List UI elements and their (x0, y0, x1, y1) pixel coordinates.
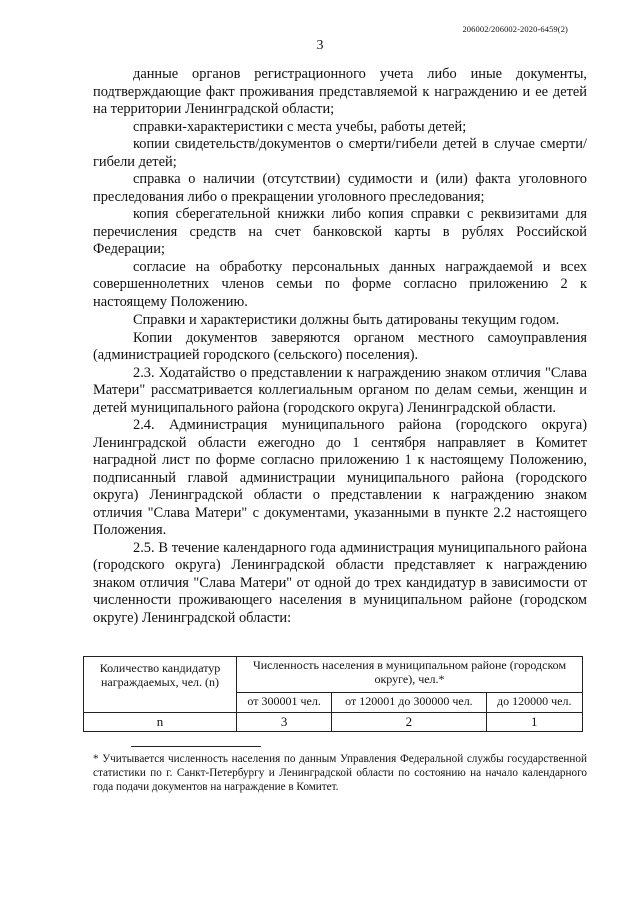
table-header-population: Численность населения в муниципальном районе (городском округе), чел.* (237, 657, 583, 693)
paragraph-2-5: 2.5. В течение календарного года администрация муниципального района (городского округа) Ленинградской области представляет к награждению знаком отличия "Слава Матери" от одной до трех кандидатур в зависимости от численности проживающего населения в муниципальном районе (городском округе) Ленинградской области: (93, 539, 587, 626)
paragraph: копия сберегательной книжки либо копия справки с реквизитами для перечисления средств на счет банковской карты в рублях Российской Федерации; (93, 206, 587, 257)
paragraph-2-4: 2.4. Администрация муниципального района (городского округа) Ленинградской области ежегодно до 1 сентября направляет в Комитет наградной лист по форме согласно приложению 1 к настоящему Положению, подписанный главой администрации муниципального района (городского округа) Ленинградской области о представлении к награждению знаком отличия "Слава Матери" с документами, указанными в пункте 2.2 настоящего Положения. (93, 417, 587, 538)
candidates-table (83, 656, 583, 732)
table-cell: 1 (486, 713, 582, 732)
table-subheader: от 120001 до 300000 чел. (332, 693, 486, 713)
footnote: * Учитывается численность населения по данным Управления Федеральной службы государственной статистики по г. Санкт-Петербургу и Ленинградской области по состоянию на начало календарного года подачи документов на награждение в Комитет. (93, 753, 587, 793)
paragraph: Справки и характеристики должны быть датированы текущим годом. (133, 312, 560, 328)
table-cell: 2 (332, 713, 486, 732)
table-cell: 3 (237, 713, 332, 732)
table-header-candidates: Количество кандидатур награждаемых, чел. (n) (84, 657, 237, 713)
table-subheader: от 300001 чел. (237, 693, 332, 713)
page-number: 3 (316, 38, 324, 53)
paragraph: данные органов регистрационного учета либо иные документы, подтверждающие факт проживания представляемой к награждению и ее детей на территории Ленинградской области; (93, 66, 587, 117)
paragraph: Копии документов заверяются органом местного самоуправления (администрацией городского (сельского) поселения). (93, 329, 587, 363)
document-body (93, 66, 587, 627)
paragraph: справка о наличии (отсутствии) судимости и (или) факта уголовного преследования либо о прекращении уголовного преследования; (93, 171, 587, 205)
paragraph: согласие на обработку персональных данных награждаемой и всех совершеннолетних членов семьи по форме согласно приложению 2 к настоящему Положению. (93, 258, 587, 310)
paragraph: копии свидетельств/документов о смерти/гибели детей в случае смерти/гибели детей; (93, 136, 587, 170)
footnote-divider (131, 746, 261, 747)
table-cell: n (84, 713, 237, 732)
paragraph-2-3: 2.3. Ходатайство о представлении к награждению знаком отличия "Слава Матери" рассматривается коллегиальным органом по делам семьи, женщин и детей муниципального района (городского округа) Ленинградской области. (93, 364, 587, 416)
document-number: 206002/206002-2020-6459(2) (462, 24, 568, 34)
table-subheader: до 120000 чел. (486, 693, 582, 713)
table-row (84, 713, 583, 732)
paragraph: справки-характеристики с места учебы, работы детей; (133, 118, 467, 135)
